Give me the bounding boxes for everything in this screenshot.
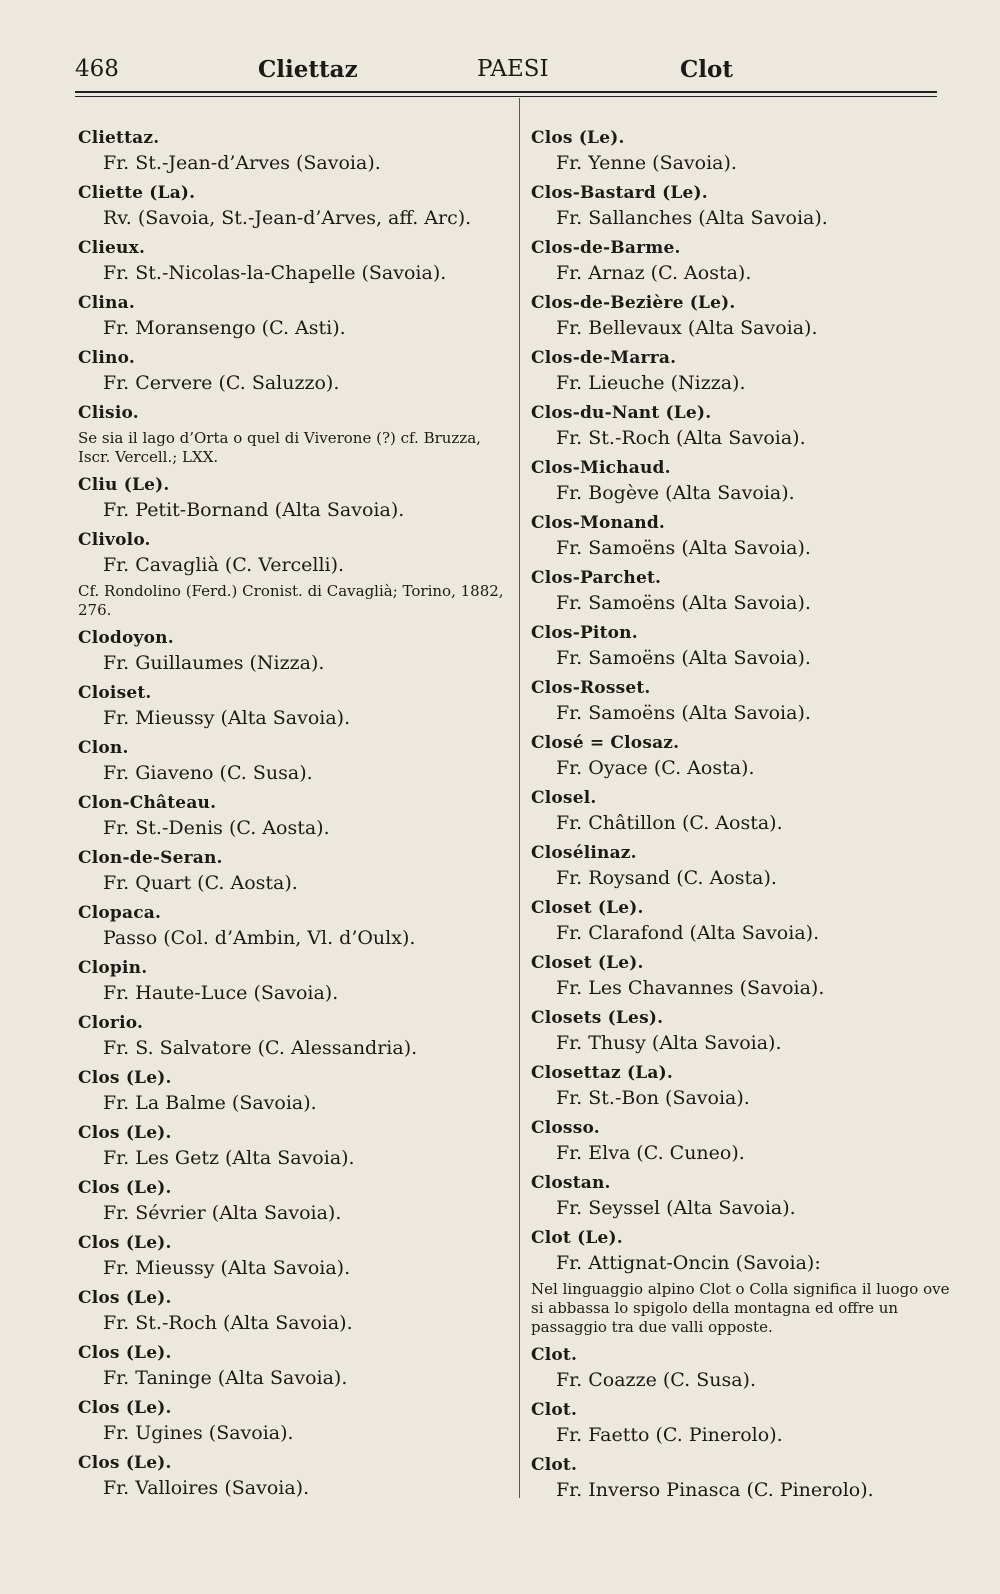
entry-headword: Closso. xyxy=(531,1118,600,1138)
entry-headword: Closets (Les). xyxy=(531,1008,664,1028)
entry xyxy=(531,401,951,451)
entry-location: Fr. Sévrier (Alta Savoia). xyxy=(103,1202,342,1224)
entry-headword: Clot. xyxy=(531,1400,578,1420)
entry-headword: Clodoyon. xyxy=(78,628,174,648)
entry-note: Se sia il lago d’Orta o quel di Viverone (?) cf. Bruzza, Iscr. Vercell.; LXX. xyxy=(78,429,481,466)
entry xyxy=(78,956,508,1006)
entry-headword: Clos-de-Marra. xyxy=(531,348,677,368)
entry-location: Fr. Bogève (Alta Savoia). xyxy=(556,482,795,504)
header-section-title: PAESI xyxy=(477,56,549,82)
entry-location: Fr. Valloires (Savoia). xyxy=(103,1477,310,1499)
entry xyxy=(78,291,508,341)
entry-note: Nel linguaggio alpino Clot o Colla significa il luogo ove si abbassa lo spigolo della montagna ed offre un passaggio tra due valli opposte. xyxy=(531,1280,950,1336)
entry-headword: Clos-Piton. xyxy=(531,623,638,643)
entry-headword: Cliettaz. xyxy=(78,128,160,148)
entry-headword: Closettaz (La). xyxy=(531,1063,673,1083)
entry-headword: Clon-de-Seran. xyxy=(78,848,223,868)
entry-location: Fr. St.-Jean-d’Arves (Savoia). xyxy=(103,152,381,174)
entry-headword: Clos (Le). xyxy=(78,1233,172,1253)
entry xyxy=(78,681,508,731)
entry-location: Fr. Sallanches (Alta Savoia). xyxy=(556,207,828,229)
entry-location: Fr. Guillaumes (Nizza). xyxy=(103,652,325,674)
entry xyxy=(531,511,951,561)
entry-headword: Cliu (Le). xyxy=(78,475,170,495)
entry xyxy=(78,1231,508,1281)
entry-headword: Clos-Monand. xyxy=(531,513,666,533)
entry-location: Fr. Samoëns (Alta Savoia). xyxy=(556,592,811,614)
entry-location: Fr. St.-Bon (Savoia). xyxy=(556,1087,750,1109)
entry-headword: Clos-Parchet. xyxy=(531,568,662,588)
entry xyxy=(78,901,508,951)
entry xyxy=(531,1453,951,1503)
entry-headword: Clopaca. xyxy=(78,903,162,923)
entry xyxy=(78,473,508,523)
entry xyxy=(531,1061,951,1111)
entry-headword: Clos (Le). xyxy=(78,1068,172,1088)
entry xyxy=(78,346,508,396)
entry-location: Fr. Quart (C. Aosta). xyxy=(103,872,298,894)
entry xyxy=(78,1341,508,1391)
entry-headword: Clos-Michaud. xyxy=(531,458,671,478)
entry-headword: Clos-Rosset. xyxy=(531,678,651,698)
entry xyxy=(78,791,508,841)
entry-headword: Clos (Le). xyxy=(531,128,625,148)
entry xyxy=(531,621,951,671)
entry-headword: Clos-Bastard (Le). xyxy=(531,183,708,203)
entry-location: Fr. Haute-Luce (Savoia). xyxy=(103,982,339,1004)
entry-headword: Clon. xyxy=(78,738,129,758)
entry xyxy=(78,1176,508,1226)
entry-headword: Clino. xyxy=(78,348,135,368)
entry-location: Fr. Arnaz (C. Aosta). xyxy=(556,262,752,284)
entry-location: Fr. Les Chavannes (Savoia). xyxy=(556,977,825,999)
entry-headword: Clon-Château. xyxy=(78,793,217,813)
entry-location: Fr. Cervere (C. Saluzzo). xyxy=(103,372,340,394)
entry-location: Fr. Attignat-Oncin (Savoia): xyxy=(556,1252,821,1274)
entry xyxy=(531,676,951,726)
entry-note: Cf. Rondolino (Ferd.) Cronist. di Cavaglià; Torino, 1882, 276. xyxy=(78,582,504,619)
entry-headword: Clos (Le). xyxy=(78,1178,172,1198)
entry-location: Fr. Clarafond (Alta Savoia). xyxy=(556,922,820,944)
entry-headword: Clot. xyxy=(531,1345,578,1365)
entry-headword: Clos-de-Barme. xyxy=(531,238,681,258)
header-first-entry: Cliettaz xyxy=(258,56,358,83)
entry xyxy=(531,291,951,341)
entry xyxy=(78,1066,508,1116)
entry xyxy=(78,626,508,676)
entry-location: Fr. Bellevaux (Alta Savoia). xyxy=(556,317,818,339)
entry-headword: Cliette (La). xyxy=(78,183,196,203)
entry-location: Fr. Châtillon (C. Aosta). xyxy=(556,812,783,834)
entry-headword: Clot (Le). xyxy=(531,1228,623,1248)
entry xyxy=(78,1121,508,1171)
entry xyxy=(531,841,951,891)
header-rule-thin xyxy=(75,96,937,97)
entry-location: Fr. Les Getz (Alta Savoia). xyxy=(103,1147,355,1169)
entry-location: Passo (Col. d’Ambin, Vl. d’Oulx). xyxy=(103,927,416,949)
entry-location: Fr. Thusy (Alta Savoia). xyxy=(556,1032,782,1054)
entry-location: Fr. Coazze (C. Susa). xyxy=(556,1369,757,1391)
entry xyxy=(78,1451,508,1501)
entry-headword: Clostan. xyxy=(531,1173,611,1193)
entry xyxy=(531,1116,951,1166)
entry-headword: Clos (Le). xyxy=(78,1123,172,1143)
entry-location: Fr. Cavaglià (C. Vercelli). xyxy=(103,554,345,576)
entry-headword: Clisio. xyxy=(78,403,139,423)
entry-location: Fr. Roysand (C. Aosta). xyxy=(556,867,777,889)
entry-headword: Clos (Le). xyxy=(78,1288,172,1308)
entry-headword: Clos (Le). xyxy=(78,1453,172,1473)
entry-headword: Clot. xyxy=(531,1455,578,1475)
entry xyxy=(78,1396,508,1446)
entry-headword: Clorio. xyxy=(78,1013,144,1033)
entry-location: Fr. Yenne (Savoia). xyxy=(556,152,737,174)
entry xyxy=(78,401,508,467)
entry-location: Fr. Inverso Pinasca (C. Pinerolo). xyxy=(556,1479,874,1501)
entry xyxy=(531,786,951,836)
entry-headword: Closel. xyxy=(531,788,597,808)
entry-location: Fr. S. Salvatore (C. Alessandria). xyxy=(103,1037,418,1059)
entry-location: Fr. Mieussy (Alta Savoia). xyxy=(103,1257,351,1279)
entry-headword: Clos (Le). xyxy=(78,1343,172,1363)
entry xyxy=(531,1398,951,1448)
entry-location: Fr. St.-Roch (Alta Savoia). xyxy=(103,1312,353,1334)
entry xyxy=(78,846,508,896)
entry-headword: Clos (Le). xyxy=(78,1398,172,1418)
entry xyxy=(531,346,951,396)
entry-location: Fr. La Balme (Savoia). xyxy=(103,1092,317,1114)
entry-headword: Clos-du-Nant (Le). xyxy=(531,403,712,423)
entry-location: Fr. Lieuche (Nizza). xyxy=(556,372,746,394)
entry-location: Fr. Samoëns (Alta Savoia). xyxy=(556,537,811,559)
entry-location: Fr. Petit-Bornand (Alta Savoia). xyxy=(103,499,405,521)
entry-headword: Closet (Le). xyxy=(531,953,644,973)
entry-headword: Clina. xyxy=(78,293,135,313)
entry-location: Rv. (Savoia, St.-Jean-d’Arves, aff. Arc). xyxy=(103,207,472,229)
entry xyxy=(78,1011,508,1061)
entry-location: Fr. Samoëns (Alta Savoia). xyxy=(556,702,811,724)
entry xyxy=(531,456,951,506)
entry xyxy=(78,736,508,786)
entry-headword: Closélinaz. xyxy=(531,843,637,863)
entry xyxy=(531,1343,951,1393)
entry-location: Fr. Moransengo (C. Asti). xyxy=(103,317,346,339)
entry-headword: Clieux. xyxy=(78,238,146,258)
page-header xyxy=(0,52,1000,92)
entry xyxy=(78,126,508,176)
entry-location: Fr. Ugines (Savoia). xyxy=(103,1422,294,1444)
entry xyxy=(531,126,951,176)
entry-location: Fr. Seyssel (Alta Savoia). xyxy=(556,1197,796,1219)
entry-location: Fr. Elva (C. Cuneo). xyxy=(556,1142,745,1164)
entry-location: Fr. St.-Nicolas-la-Chapelle (Savoia). xyxy=(103,262,447,284)
entry xyxy=(531,951,951,1001)
entry xyxy=(531,1171,951,1221)
header-last-entry: Clot xyxy=(680,56,734,83)
left-column xyxy=(78,126,508,1506)
entry-location: Fr. St.-Denis (C. Aosta). xyxy=(103,817,330,839)
entry xyxy=(78,1286,508,1336)
entry-headword: Clos-de-Bezière (Le). xyxy=(531,293,736,313)
page-number: 468 xyxy=(75,56,119,82)
entry-headword: Closé = Closaz. xyxy=(531,733,680,753)
entry-headword: Clivolo. xyxy=(78,530,151,550)
entry-location: Fr. Taninge (Alta Savoia). xyxy=(103,1367,348,1389)
entry xyxy=(531,1226,951,1337)
entry-location: Fr. St.-Roch (Alta Savoia). xyxy=(556,427,806,449)
column-divider xyxy=(519,98,520,1498)
entry-location: Fr. Mieussy (Alta Savoia). xyxy=(103,707,351,729)
entry xyxy=(531,731,951,781)
entry xyxy=(531,566,951,616)
entry xyxy=(531,181,951,231)
header-rule-thick xyxy=(75,91,937,93)
entry-location: Fr. Oyace (C. Aosta). xyxy=(556,757,755,779)
entry xyxy=(78,181,508,231)
entry xyxy=(78,528,508,620)
entry xyxy=(78,236,508,286)
entry-location: Fr. Samoëns (Alta Savoia). xyxy=(556,647,811,669)
entry xyxy=(531,896,951,946)
entry-location: Fr. Giaveno (C. Susa). xyxy=(103,762,313,784)
entry-headword: Cloiset. xyxy=(78,683,152,703)
entry xyxy=(531,1006,951,1056)
entry-headword: Clopin. xyxy=(78,958,148,978)
entry-location: Fr. Faetto (C. Pinerolo). xyxy=(556,1424,783,1446)
entry-headword: Closet (Le). xyxy=(531,898,644,918)
right-column xyxy=(531,126,951,1508)
entry xyxy=(531,236,951,286)
